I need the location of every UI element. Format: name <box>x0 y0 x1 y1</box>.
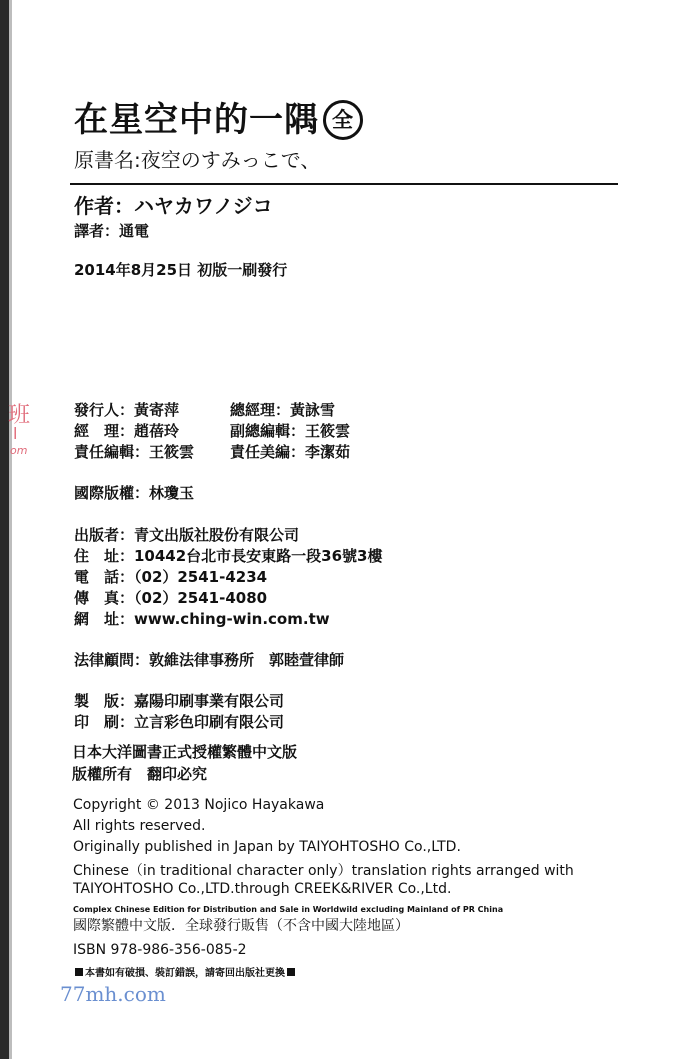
staff-row <box>74 399 179 420</box>
intl-rights: 國際版權：林瓊玉 <box>74 484 195 502</box>
book-title <box>74 92 363 141</box>
damage-notice <box>73 964 297 979</box>
staff-row <box>230 441 350 462</box>
publisher-name: 出版者：青文出版社股份有限公司 <box>74 526 300 544</box>
staff-left: 經 理：趙蓓玲 <box>74 422 180 440</box>
publisher-website: 網 址：www.ching-win.com.tw <box>74 610 330 628</box>
publisher-phone: 電 話：（02）2541-4234 <box>74 568 268 586</box>
side-watermark-char-2: l <box>13 424 18 443</box>
page-binding-edge <box>0 0 9 1059</box>
side-watermark-domain: om <box>10 444 28 457</box>
site-watermark: 77mh.com <box>60 982 166 1006</box>
staff-row <box>230 399 335 420</box>
copyright-line: Chinese（in traditional character only）translation rights arranged with <box>73 863 574 879</box>
legal-counsel: 法律顧問：敦維法律事務所 郭睦萱律師 <box>74 651 345 669</box>
printer: 印 刷：立言彩色印刷有限公司 <box>74 713 285 731</box>
translator: 譯者：通電 <box>74 222 150 240</box>
staff-right: 副總編輯：王筱雲 <box>230 422 351 440</box>
title-divider <box>70 183 618 185</box>
plate-maker: 製 版：嘉陽印刷事業有限公司 <box>74 692 285 710</box>
damage-notice-text: 本書如有破損、裝訂錯誤，請寄回出版社更換 <box>85 968 285 979</box>
side-watermark-char: 班 <box>8 403 31 428</box>
staff-left: 責任編輯：王筱雲 <box>74 443 195 461</box>
staff-left: 發行人：黃寄萍 <box>74 401 180 419</box>
copyright-line: Originally published in Japan by TAIYOHTOSHO Co.,LTD. <box>73 839 461 855</box>
isbn: ISBN 978-986-356-085-2 <box>73 942 247 958</box>
rights-reserved: 版權所有 翻印必究 <box>72 765 208 783</box>
complete-badge: 全 <box>323 100 363 140</box>
license-statement: 日本大洋圖書正式授權繁體中文版 <box>72 743 298 761</box>
page-binding-shadow <box>9 0 12 1059</box>
author: 作者：ハヤカワノジコ <box>74 194 273 218</box>
original-title: 原書名:夜空のすみっこで、 <box>74 148 321 172</box>
publisher-fax: 傳 真：（02）2541-4080 <box>74 589 268 607</box>
staff-right: 責任美編：李潔茹 <box>230 443 351 461</box>
publisher-address: 住 址：10442台北市長安東路一段36號3樓 <box>74 547 383 565</box>
copyright-line: All rights reserved. <box>73 818 206 834</box>
publish-date: 2014年8月25日 初版一刷發行 <box>74 261 288 279</box>
copyright-line: TAIYOHTOSHO Co.,LTD.through CREEK&RIVER Co.,Ltd. <box>73 881 452 897</box>
copyright-line: Copyright © 2013 Nojico Hayakawa <box>73 797 325 813</box>
square-bullet-icon <box>287 968 295 976</box>
staff-row <box>74 441 194 462</box>
edition-note-en: Complex Chinese Edition for Distribution and Sale in Worldwild excluding Mainland of PR China <box>73 905 504 914</box>
staff-row <box>230 420 350 441</box>
square-bullet-icon <box>75 968 83 976</box>
staff-right: 總經理：黃詠雪 <box>230 401 336 419</box>
edition-note-zh: 國際繁體中文版．全球發行販售（不含中國大陸地區） <box>73 918 409 934</box>
book-title-text: 在星空中的一隅 <box>74 100 319 140</box>
staff-row <box>74 420 179 441</box>
